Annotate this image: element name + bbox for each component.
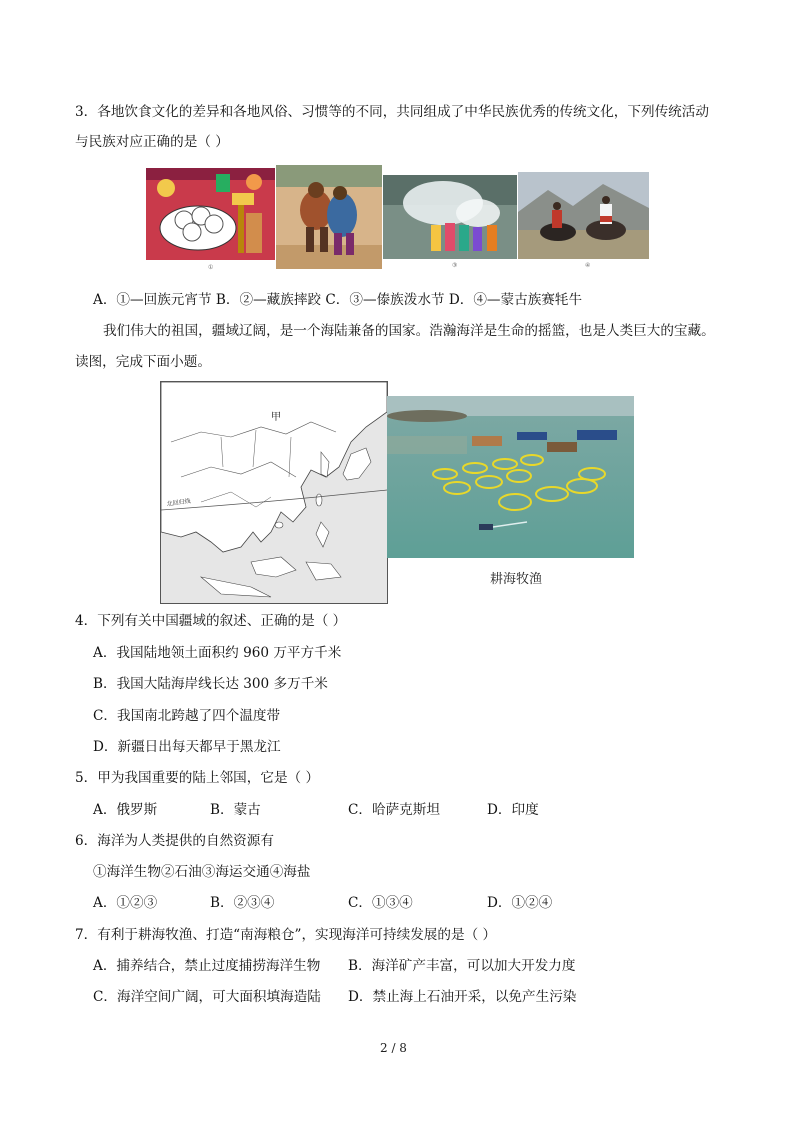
- q3-options: A．①—回族元宵节 B．②—藏族摔跤 C．③—傣族泼水节 D．④—蒙古族赛牦牛: [93, 292, 583, 308]
- water-splashing-photo: [383, 175, 517, 259]
- q4-option-a: A．我国陆地领土面积约 960 万平方千米: [93, 645, 342, 661]
- q5-stem: 5．甲为我国重要的陆上邻国，它是（ ）: [75, 770, 320, 786]
- q5-option-a: A．俄罗斯: [93, 802, 158, 818]
- q5-option-b: B．蒙古: [210, 802, 261, 818]
- q7-option-d: D．禁止海上石油开采，以免产生污染: [348, 989, 577, 1005]
- q4-option-d: D．新疆日出每天都早于黑龙江: [93, 739, 281, 755]
- q6-option-d: D．①②④: [487, 895, 553, 911]
- intro-line2: 读图，完成下面小题。: [75, 354, 211, 370]
- q3-image-label-4: ④: [585, 262, 591, 269]
- intro-line1: 我们伟大的祖国，疆域辽阔，是一个海陆兼备的国家。浩瀚海洋是生命的摇篮，也是人类巨大的宝藏。: [103, 323, 715, 339]
- q3-stem-line2: 与民族对应正确的是（ ）: [75, 134, 229, 150]
- sea-farming-photo: [387, 396, 634, 558]
- dumpling-festival-illustration: [146, 168, 275, 260]
- q7-option-b: B．海洋矿产丰富，可以加大开发力度: [348, 958, 576, 974]
- q5-option-d: D．印度: [487, 802, 539, 818]
- q4-stem: 4．下列有关中国疆域的叙述、正确的是（ ）: [75, 613, 347, 629]
- q3-image-label-3: ③: [452, 262, 458, 269]
- q4-option-c: C．我国南北跨越了四个温度带: [93, 708, 281, 724]
- q6-sub: ①海洋生物②石油③海运交通④海盐: [93, 864, 311, 880]
- yak-race-photo: [518, 172, 649, 259]
- q3-stem-line1: 3．各地饮食文化的差异和各地风俗、习惯等的不同，共同组成了中华民族优秀的传统文化，下列传统活动: [75, 104, 709, 120]
- east-asia-outline-map: [160, 381, 388, 604]
- wrestling-photo: [276, 165, 382, 269]
- q6-option-a: A．①②③: [93, 895, 158, 911]
- q6-option-c: C．①③④: [348, 895, 413, 911]
- q6-option-b: B．②③④: [210, 895, 275, 911]
- page-number: 2 / 8: [380, 1041, 407, 1055]
- q6-stem: 6．海洋为人类提供的自然资源有: [75, 833, 274, 849]
- q4-option-b: B．我国大陆海岸线长达 300 多万千米: [93, 676, 328, 692]
- q7-option-c: C．海洋空间广阔，可大面积填海造陆: [93, 989, 321, 1005]
- q7-option-a: A．捕养结合，禁止过度捕捞海洋生物: [93, 958, 321, 974]
- q3-image-label-1: ①: [208, 264, 214, 271]
- photo-caption: 耕海牧渔: [490, 572, 543, 587]
- q7-stem: 7．有利于耕海牧渔、打造“南海粮仓”，实现海洋可持续发展的是（ ）: [75, 927, 497, 943]
- map-label-jia: 甲: [271, 412, 281, 423]
- map-label-tropic: 北回归线: [166, 497, 192, 508]
- q5-option-c: C．哈萨克斯坦: [348, 802, 440, 818]
